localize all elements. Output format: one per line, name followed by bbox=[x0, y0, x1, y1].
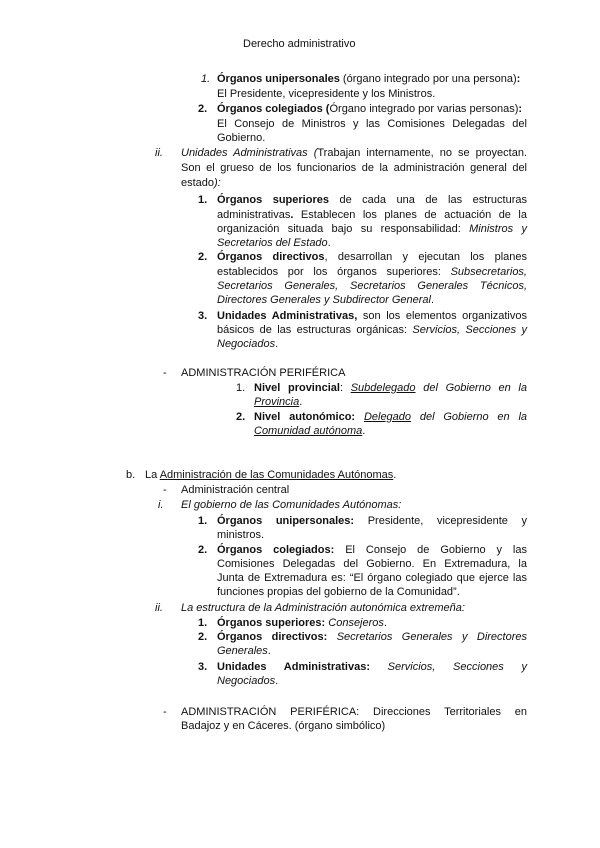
section-heading-ccaa: La Administración de las Comunidades Autónomas. bbox=[145, 469, 397, 481]
section-text: Son el grueso de los funcionarios de la administración general del bbox=[181, 162, 527, 174]
list-numeral: ii. bbox=[155, 147, 163, 159]
list-number: 2. bbox=[236, 411, 246, 423]
list-number: 2. bbox=[198, 631, 208, 643]
page-header: Derecho administrativo bbox=[243, 38, 356, 50]
list-item-text: establecidos por los órganos superiores: Subsecretarios, bbox=[217, 266, 527, 278]
list-number: 1. bbox=[201, 73, 211, 85]
list-item-text: Gobierno. bbox=[217, 132, 266, 144]
list-item-text: Secretarios Generales, Secretarios Generales Técnicos, bbox=[217, 280, 527, 292]
section-subheading: Administración central bbox=[181, 484, 290, 496]
list-item-text: Provincia. bbox=[254, 396, 303, 408]
list-item-directivos: Órganos directivos, desarrollan y ejecutan los planes bbox=[217, 251, 527, 263]
list-item-unidades: Unidades Administrativas, son los elementos organizativos bbox=[217, 310, 527, 322]
list-number: 2. bbox=[198, 251, 208, 263]
list-item-superiores: Órganos superiores: Consejeros. bbox=[217, 617, 387, 629]
list-item-text: ministros. bbox=[217, 529, 265, 541]
section-subheading: El gobierno de las Comunidades Autónomas: bbox=[181, 499, 402, 511]
section-subheading: La estructura de la Administración autonómica extremeña: bbox=[181, 602, 465, 614]
list-number: 1. bbox=[198, 194, 208, 206]
list-dash: - bbox=[163, 706, 167, 718]
section-heading-unidades: Unidades Administrativas (Trabajan internamente, no se proyectan. bbox=[181, 147, 527, 159]
list-numeral: i. bbox=[158, 499, 164, 511]
list-item-text: Junta de Extremadura es: “El órgano colegiado que ejerce las bbox=[217, 572, 527, 584]
list-item-text: El Presidente, vicepresidente y los Ministros. bbox=[217, 88, 436, 100]
list-item-unipersonales: Órganos unipersonales (órgano integrado por una persona): bbox=[217, 73, 521, 85]
list-item-directivos: Órganos directivos: Secretarios Generales y Directores bbox=[217, 631, 528, 643]
list-number: 2. bbox=[198, 544, 208, 556]
section-text: Badajoz y en Cáceres. (órgano simbólico) bbox=[181, 720, 386, 732]
section-heading-periferica: ADMINISTRACIÓN PERIFÉRICA: Direcciones Territoriales en bbox=[181, 706, 527, 718]
list-number: 1. bbox=[236, 382, 246, 394]
list-number: 1. bbox=[198, 515, 208, 527]
list-letter: b. bbox=[126, 469, 136, 481]
list-item-text: Comisiones Delegadas del Gobierno. En Extremadura, la bbox=[217, 558, 527, 570]
list-number: 3. bbox=[198, 661, 208, 673]
list-item-text: Comunidad autónoma. bbox=[254, 425, 366, 437]
list-number: 3. bbox=[198, 310, 208, 322]
list-item-unidades: Unidades Administrativas: Servicios, Secciones y bbox=[217, 661, 527, 673]
list-item-text: Secretarios del Estado. bbox=[217, 237, 331, 249]
list-item-colegiados: Órganos colegiados (Órgano integrado por varias personas): bbox=[217, 103, 523, 115]
section-heading-periferica: ADMINISTRACIÓN PERIFÉRICA bbox=[181, 367, 346, 379]
list-item-text: Negociados. bbox=[217, 675, 279, 687]
list-dash: - bbox=[163, 367, 167, 379]
list-item-superiores: Órganos superiores de cada una de las estructuras bbox=[217, 194, 527, 206]
list-item-autonomico: Nivel autonómico: Delegado del Gobierno en la bbox=[254, 411, 528, 423]
list-item-text: funciones propias del gobierno de la Comunidad”. bbox=[217, 586, 460, 598]
list-item-text: administrativas. Establecen los planes de actuación de la bbox=[217, 209, 527, 221]
list-item-text: Generales. bbox=[217, 645, 271, 657]
list-number: 1. bbox=[198, 617, 208, 629]
list-item-unipersonales: Órganos unipersonales: Presidente, vicepresidente y bbox=[217, 515, 528, 527]
list-number: 2. bbox=[198, 103, 208, 115]
list-item-text: básicos de las estructuras orgánicas: Servicios, Secciones y bbox=[217, 324, 527, 336]
list-item-provincial: Nivel provincial: Subdelegado del Gobierno en la bbox=[254, 382, 527, 394]
list-item-text: organización situada bajo su responsabilidad: Ministros y bbox=[217, 223, 527, 235]
list-item-text: Negociados. bbox=[217, 338, 279, 350]
list-item-colegiados: Órganos colegiados: El Consejo de Gobierno y las bbox=[217, 544, 527, 556]
list-dash: - bbox=[163, 484, 167, 496]
section-text: estado): bbox=[181, 177, 221, 189]
list-item-text: El Consejo de Ministros y las Comisiones Delegadas del bbox=[217, 118, 527, 130]
list-numeral: ii. bbox=[155, 602, 163, 614]
list-item-text: Directores Generales y Subdirector General. bbox=[217, 294, 435, 306]
